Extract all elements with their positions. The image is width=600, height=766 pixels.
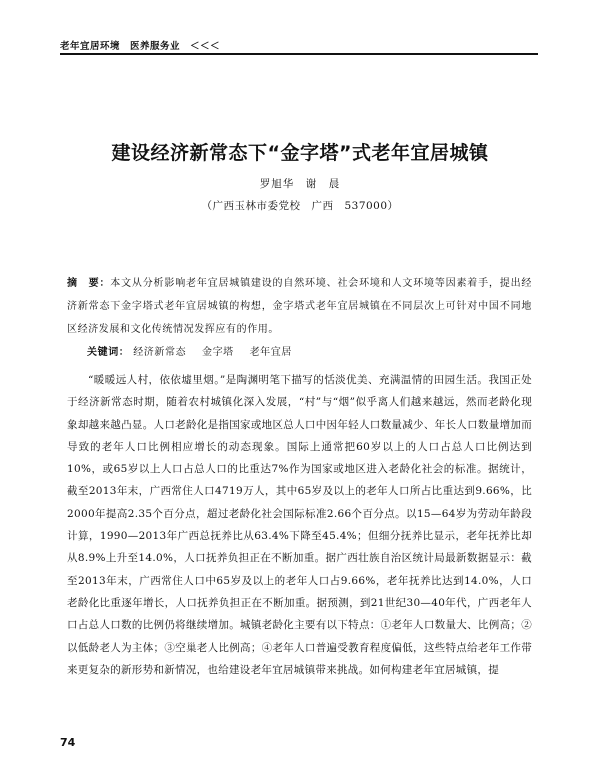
body-paragraph: “暖暖远人村，依依墟里烟。”是陶渊明笔下描写的恬淡优美、充满温情的田园生活。我国正处于经济新常态时期，随着农村城镇化深入发展，“村”与“烟”似乎离人们越来越远，然而老龄化现象却越来越凸显。人口老龄化是指国家或地区总人口中因年轻人口数量减少、年长人口数量增加而导致的老年人口比例相应增长的动态现象。国际上通常把60岁以上的人口占总人口比例达到10%，或65岁以上人口占总人口的比重达7%作为国家或地区进入老龄化社会的标准。据统计，截至2013年末，广西常住人口4719万人，其中65岁及以上的老年人口所占比重达到9.66%，比2000年提高2.35个百分点，超过老龄化社会国际标准2.66个百分点。以15—64岁为劳动年龄段计算，1990—2013年广西总抚养比从63.4%下降至45.4%；但细分抚养比显示，老年抚养比却从8.9%上升至14.0%，人口抚养负担正在不断加重。据广西壮族自治区统计局最新数据显示：截至2013年末，广西常住人口中65岁及以上的老年人口占9.66%，老年抚养比达到14.0%，人口老龄化比重逐年增长，人口抚养负担正在不断加重。据预测，到21世纪30—40年代，广西老年人口占总人口数的比例仍将继续增加。城镇老龄化主要有以下特点：①老年人口数量大、比例高；②以低龄老人为主体；③空巢老人比例高；④老年人口普遍受教育程度偏低，这些特点给老年工作带来更复杂的新形势和新情况，也给建设老年宜居城镇带来挑战。如何构建老年宜居城镇，提 — [67, 374, 532, 676]
article-title: 建设经济新常态下“金字塔”式老年宜居城镇 — [111, 142, 489, 164]
abstract-text: 本文从分析影响老年宜居城镇建设的自然环境、社会环境和人文环境等因素着手，提出经济新常态下金字塔式老年宜居城镇的构想，金字塔式老年宜居城镇在不同层次上可针对中国不同地区经济发展和文化传统情况发挥应有的作用。 — [67, 278, 532, 335]
abstract — [67, 272, 532, 341]
keyword: 经济新常态 — [133, 347, 187, 358]
running-header: 老年宜居环境 医养服务业 ＜＜＜ — [60, 41, 221, 52]
article-authors: 罗旭华 谢 晨 — [259, 178, 341, 190]
header-divider — [60, 53, 538, 55]
keywords — [87, 343, 304, 358]
keyword: 金字塔 — [201, 347, 234, 358]
page-number: 74 — [60, 736, 76, 749]
abstract-label: 摘 要： — [67, 278, 111, 289]
keyword: 老年宜居 — [249, 347, 292, 358]
article-affiliation: （广西玉林市委党校 广西 537000） — [201, 200, 399, 212]
keywords-label: 关键词： — [87, 347, 130, 358]
